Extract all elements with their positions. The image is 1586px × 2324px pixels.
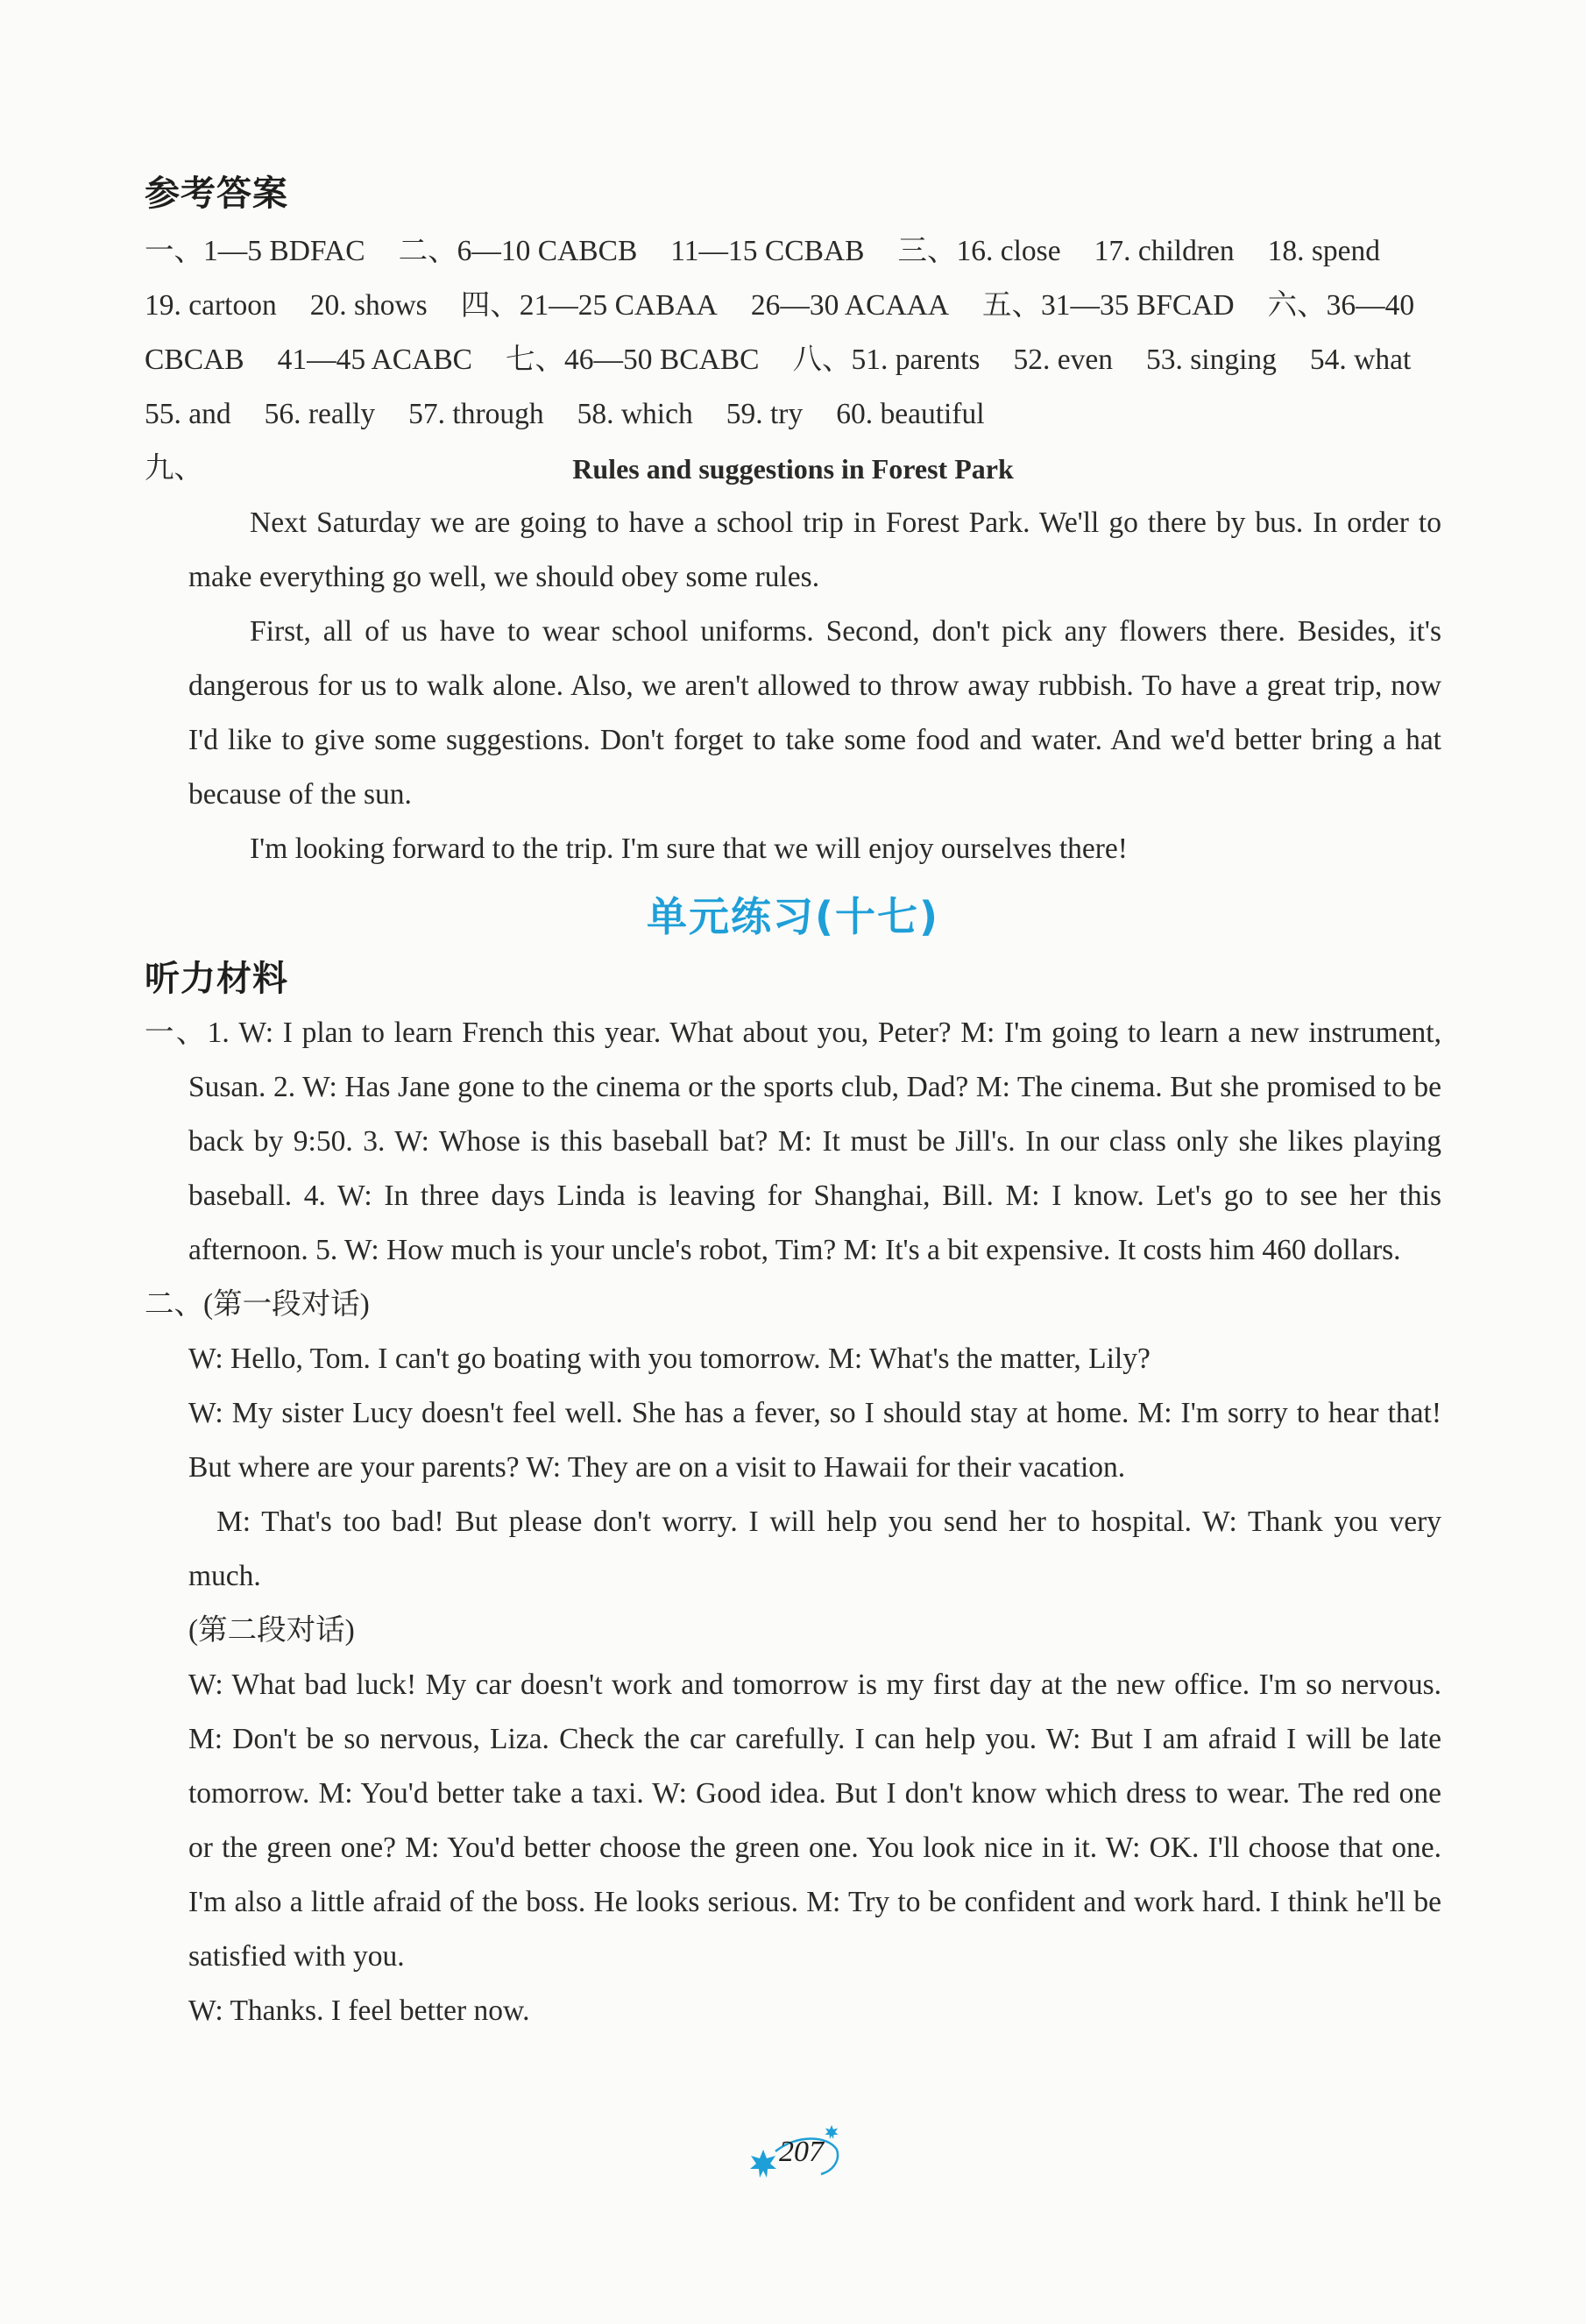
answers-heading: 参考答案 <box>145 174 288 214</box>
answer-line-3 <box>145 333 1441 387</box>
page-number-badge <box>749 2125 846 2186</box>
answer-line-1 <box>145 224 1441 279</box>
essay-paragraph-3: I'm looking forward to the trip. I'm sure that we will enjoy ourselves there! <box>250 833 1128 865</box>
answer-segment: 59. try <box>726 398 804 430</box>
essay-paragraph-2: First, all of us have to wear school uniforms. Second, don't pick any flowers there. Besides, it's dangerous for us to walk alone. Also, we aren't allowed to throw away rubbish. To have a great trip, now I'd like to give some suggestions. Don't forget to take some food and water. And we'd better bring a hat because of the sun. <box>188 615 1441 811</box>
answer-segment: 19. cartoon <box>145 289 277 322</box>
answer-segment: 20. shows <box>309 289 428 322</box>
answer-segment: 54. what <box>1309 344 1412 376</box>
answer-segment: 57. through <box>408 398 544 430</box>
content-column <box>145 167 1441 2038</box>
dialog1-line-3: M: That's too bad! But please don't worry. I will help you send her to hospital. W: Thank you very much. <box>188 1506 1441 1592</box>
answer-segment: 41—45 ACABC <box>277 344 473 376</box>
section-nine-label: 九、 <box>145 452 203 485</box>
answer-line-4 <box>145 387 1441 442</box>
page-number: 207 <box>779 2136 824 2168</box>
answer-key <box>145 224 1441 442</box>
listening-part-1: 一、1. W: I plan to learn French this year. What about you, Peter? M: I'm going to learn a new instrument, Susan. 2. W: Has Jane gone to the cinema or the sports club, Dad? M: The cinema. But she promised to be back by 9:50. 3. W: Whose is this baseball bat? M: It must be Jill's. In our class only she likes playing baseball. 4. W: In three days Linda is leaving for Shanghai, Bill. M: I know. Let's go to see her this afternoon. 5. W: How much is your uncle's robot, Tim? M: It's a bit expensive. It costs him 460 dollars. <box>145 1017 1441 1266</box>
answer-segment: 一、1—5 BDFAC <box>145 235 365 267</box>
answer-segment: 11—15 CCBAB <box>670 235 865 267</box>
listening-heading: 听力材料 <box>145 959 288 999</box>
dialog2-end: W: Thanks. I feel better now. <box>188 1995 530 2027</box>
answer-segment: 58. which <box>577 398 693 430</box>
dialog2-label: (第二段对话) <box>188 1614 355 1647</box>
essay-title: Rules and suggestions in Forest Park <box>572 453 1014 485</box>
answer-segment: 56. really <box>264 398 376 430</box>
dialog1-line-1: W: Hello, Tom. I can't go boating with you tomorrow. M: What's the matter, Lily? <box>188 1343 1151 1375</box>
essay-header <box>145 442 1441 496</box>
essay-paragraph-1: Next Saturday we are going to have a school trip in Forest Park. We'll go there by bus. In order to make everything go well, we should obey some rules. <box>188 507 1441 593</box>
dialog2-text: W: What bad luck! My car doesn't work and tomorrow is my first day at the new office. I'm so nervous. M: Don't be so nervous, Liza. Check the car carefully. I can help you. W: But I am afraid I will be late tomorrow. M: You'd better take a taxi. W: Good idea. But I don't know which dress to wear. The red one or the green one? M: You'd better choose the green one. You look nice in it. W: OK. I'll choose that one. I'm also a little afraid of the boss. He looks serious. M: Try to be confident and work hard. I think he'll be satisfied with you. <box>188 1669 1441 1973</box>
answer-segment: 四、21—25 CABAA <box>460 289 718 322</box>
answer-segment: 17. children <box>1094 235 1235 267</box>
answer-line-2 <box>145 279 1441 333</box>
answer-segment: CBCAB <box>145 344 244 376</box>
answer-segment: 18. spend <box>1267 235 1381 267</box>
answer-segment: 26—30 ACAAA <box>750 289 950 322</box>
answer-segment: 六、36—40 <box>1267 289 1415 322</box>
answer-segment: 七、46—50 BCABC <box>506 344 760 376</box>
listening-part-2-label: 二、(第一段对话) <box>145 1288 370 1321</box>
answer-segment: 八、51. parents <box>792 344 981 376</box>
answer-segment: 五、31—35 BFCAD <box>982 289 1235 322</box>
answer-segment: 55. and <box>145 398 231 430</box>
answer-segment: 二、6—10 CABCB <box>398 235 638 267</box>
answer-segment: 三、16. close <box>897 235 1061 267</box>
answer-segment: 60. beautiful <box>836 398 985 430</box>
dialog1-line-2: W: My sister Lucy doesn't feel well. She has a fever, so I should stay at home. M: I'm sorry to hear that! But where are your parents? W: They are on a visit to Hawaii for their vacation. <box>188 1397 1441 1484</box>
answer-segment: 52. even <box>1013 344 1113 376</box>
unit-title: 单元练习(十七) <box>646 893 940 940</box>
answer-segment: 53. singing <box>1145 344 1277 376</box>
